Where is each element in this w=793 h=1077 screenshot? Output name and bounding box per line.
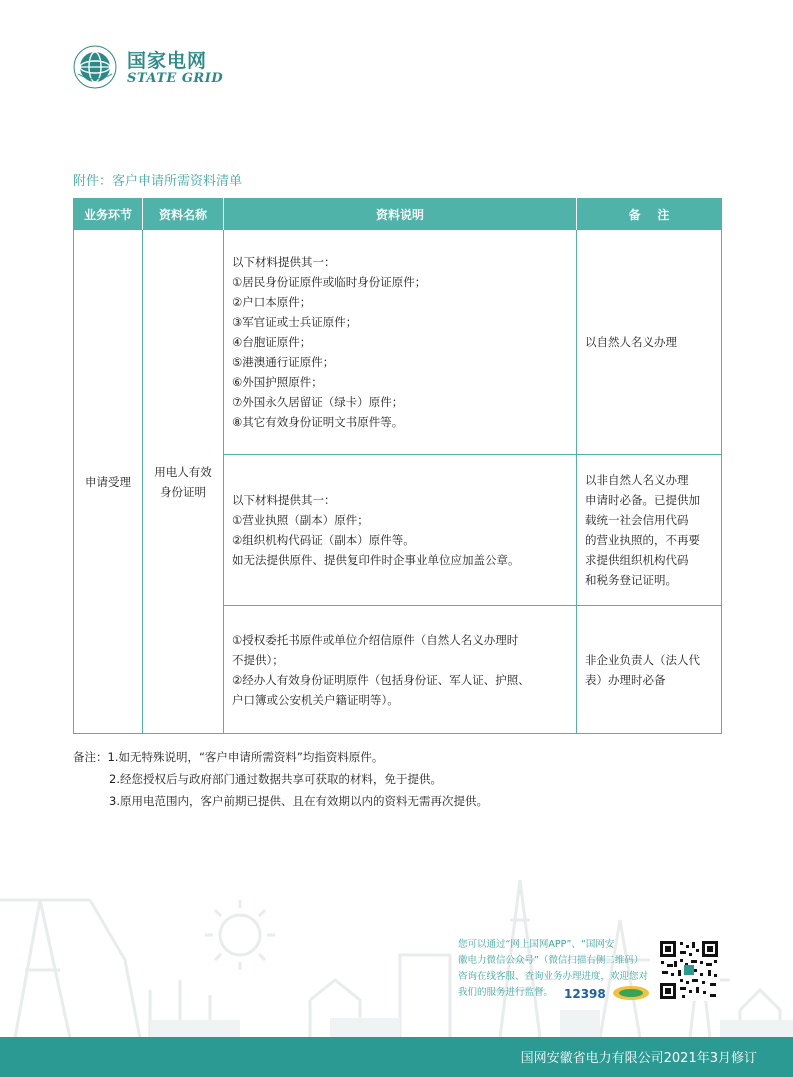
hotline-number: 12398 xyxy=(564,987,606,1001)
remark-cell xyxy=(577,455,722,606)
description-cell xyxy=(224,455,577,606)
description-line: ⑤港澳通行证原件； xyxy=(232,355,335,369)
remark-line: 的营业执照的，不再要 xyxy=(585,533,700,547)
header-stage: 业务环节 xyxy=(74,199,143,230)
note-line: 3.原用电范围内，客户前期已提供、且在有效期以内的资料无需再次提供。 xyxy=(109,794,488,808)
description-line: 以下材料提供其一： xyxy=(232,493,336,507)
description-line: ①授权委托书原件或单位介绍信原件（自然人名义办理时 xyxy=(232,632,519,647)
description-line: ③军官证或士兵证原件； xyxy=(232,315,358,329)
qr-code-icon xyxy=(658,939,720,1001)
service-line: 我们的服务进行监督。 xyxy=(458,987,554,998)
remark-cell xyxy=(577,230,722,455)
remark-line: 和税务登记证明。 xyxy=(585,573,677,587)
remark-line: 求提供组织机构代码 xyxy=(585,553,689,567)
remark-line: 以自然人名义办理 xyxy=(585,335,677,349)
globe-logo-icon xyxy=(72,44,118,90)
service-line: 咨询在线客服、查询业务办理进度，欢迎您对 xyxy=(458,971,649,982)
description-line: 如无法提供原件、提供复印件时企事业单位应加盖公章。 xyxy=(232,553,520,567)
remark-line: 表）办理时必备 xyxy=(585,672,666,687)
description-line: ②组织机构代码证（副本）原件等。 xyxy=(232,533,415,547)
description-line: ④台胞证原件； xyxy=(232,335,312,349)
document-name-line: 用电人有效 xyxy=(154,464,212,479)
description-line: 户口簿或公安机关户籍证明等）。 xyxy=(232,692,399,707)
remark-line: 载统一社会信用代码 xyxy=(585,513,689,527)
service-badge-icon xyxy=(612,985,650,1001)
description-cell xyxy=(224,606,577,734)
description-line: ②户口本原件； xyxy=(232,295,312,309)
state-grid-logo xyxy=(72,44,232,90)
description-line: ②经办人有效身份证明原件（包括身份证、军人证、护照、 xyxy=(232,672,530,687)
description-line: ⑦外国永久居留证（绿卡）原件； xyxy=(232,395,404,409)
attachment-title: 附件：客户申请所需资料清单 xyxy=(73,174,243,189)
document-name-line: 身份证明 xyxy=(160,484,206,499)
notes-section xyxy=(73,746,488,812)
remark-line: 以非自然人名义办理 xyxy=(585,473,689,487)
logo-english-name: STATE GRID xyxy=(127,71,224,86)
description-line: 不提供）； xyxy=(232,652,284,667)
required-documents-table xyxy=(73,198,722,734)
stage-label: 申请受理 xyxy=(85,474,131,489)
description-line: 以下材料提供其一： xyxy=(232,255,336,269)
table-row xyxy=(74,230,722,455)
table-header-row xyxy=(74,199,722,230)
note-line: 备注：1.如无特殊说明，“客户申请所需资料”均指资料原件。 xyxy=(73,750,384,764)
stage-cell xyxy=(74,230,143,734)
header-remarks: 备 注 xyxy=(577,199,722,230)
description-line: ①营业执照（副本）原件； xyxy=(232,513,369,527)
remark-line: 申请时必备。已提供加 xyxy=(585,493,700,507)
document-name-cell xyxy=(143,230,224,734)
description-line: ①居民身份证原件或临时身份证原件； xyxy=(232,275,427,289)
header-description: 资料说明 xyxy=(224,199,577,230)
remark-line: 非企业负责人（法人代 xyxy=(585,652,700,667)
remark-cell xyxy=(577,606,722,734)
description-cell xyxy=(224,230,577,455)
service-line: 您可以通过“网上国网APP”、“国网安 xyxy=(458,939,615,950)
header-document-name: 资料名称 xyxy=(143,199,224,230)
service-line: 徽电力微信公众号”（微信扫描右侧二维码） xyxy=(458,955,644,966)
footer-bar xyxy=(0,1037,793,1077)
description-line: ⑧其它有效身份证明文书原件等。 xyxy=(232,415,404,429)
footer-revision-text: 国网安徽省电力有限公司2021年3月修订 xyxy=(520,1051,757,1066)
description-line: ⑥外国护照原件； xyxy=(232,375,323,389)
logo-chinese-name: 国家电网 xyxy=(127,50,208,72)
note-line: 2.经您授权后与政府部门通过数据共享可获取的材料，免于提供。 xyxy=(109,772,442,786)
